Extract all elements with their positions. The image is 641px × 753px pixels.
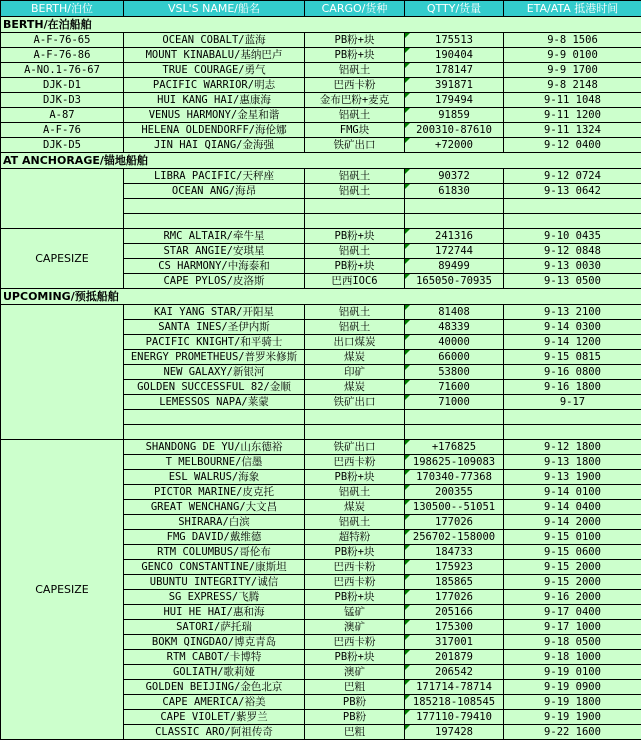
vessel-name-cell: KAI YANG STAR/开阳星 [124, 305, 305, 320]
vessel-name-cell: CS HARMONY/中海泰和 [124, 259, 305, 274]
eta-cell: 9-13 0500 [504, 274, 641, 289]
eta-cell: 9-16 1800 [504, 380, 641, 395]
cargo-cell: 铝矾土 [305, 305, 405, 320]
eta-cell: 9-14 0400 [504, 500, 641, 515]
empty-cell [504, 410, 641, 425]
vessel-name-cell: RMC ALTAIR/牵牛星 [124, 229, 305, 244]
group-cell [1, 169, 124, 229]
header-vessel-name: VSL'S NAME/船名 [124, 1, 305, 17]
berth-cell: DJK-D3 [1, 93, 124, 108]
quantity-cell: 175513 [405, 33, 504, 48]
vessel-name-cell: LIBRA PACIFIC/天秤座 [124, 169, 305, 184]
cargo-cell: 铁矿出口 [305, 138, 405, 153]
empty-cell [405, 214, 504, 229]
vessel-name-cell: RTM COLUMBUS/哥伦布 [124, 545, 305, 560]
quantity-cell: 175923 [405, 560, 504, 575]
cargo-cell: 出口煤炭 [305, 335, 405, 350]
empty-cell [124, 199, 305, 214]
berth-cell: DJK-D5 [1, 138, 124, 153]
quantity-cell: 53800 [405, 365, 504, 380]
cargo-cell: 澳矿 [305, 665, 405, 680]
section-row-anchorage [1, 153, 641, 169]
cargo-cell: 巴粗 [305, 725, 405, 740]
eta-cell: 9-22 1600 [504, 725, 641, 740]
header-berth: BERTH/泊位 [1, 1, 124, 17]
quantity-cell: 190404 [405, 48, 504, 63]
table-row [1, 169, 641, 184]
vessel-name-cell: PICTOR MARINE/皮克托 [124, 485, 305, 500]
eta-cell: 9-13 1800 [504, 455, 641, 470]
cargo-cell: 铝矾土 [305, 169, 405, 184]
quantity-cell: 177026 [405, 590, 504, 605]
quantity-cell: 256702-158000 [405, 530, 504, 545]
vessel-name-cell: ESL WALRUS/海象 [124, 470, 305, 485]
cargo-cell: 巴西IOC6 [305, 274, 405, 289]
empty-cell [124, 214, 305, 229]
table-row [1, 108, 641, 123]
section-row-upcoming [1, 289, 641, 305]
vessel-name-cell: PACIFIC WARRIOR/明志 [124, 78, 305, 93]
quantity-cell: 197428 [405, 725, 504, 740]
cargo-cell: 铁矿出口 [305, 440, 405, 455]
quantity-cell: 177110-79410 [405, 710, 504, 725]
empty-cell [405, 425, 504, 440]
vessel-name-cell: MOUNT KINABALU/基纳巴卢 [124, 48, 305, 63]
berth-cell: A-NO.1-76-67 [1, 63, 124, 78]
eta-cell: 9-15 2000 [504, 575, 641, 590]
eta-cell: 9-15 0600 [504, 545, 641, 560]
empty-cell [405, 410, 504, 425]
capesize-group-cell: CAPESIZE [1, 440, 124, 740]
eta-cell: 9-12 0724 [504, 169, 641, 184]
quantity-cell: +176825 [405, 440, 504, 455]
eta-cell: 9-9 1700 [504, 63, 641, 78]
eta-cell: 9-16 0800 [504, 365, 641, 380]
vessel-name-cell: FMG DAVID/戴维德 [124, 530, 305, 545]
eta-cell: 9-13 0642 [504, 184, 641, 199]
eta-cell: 9-11 1048 [504, 93, 641, 108]
quantity-cell: 71000 [405, 395, 504, 410]
cargo-cell: PB粉 [305, 710, 405, 725]
vessel-name-cell: BOKM QINGDAO/博克青岛 [124, 635, 305, 650]
eta-cell: 9-19 1900 [504, 710, 641, 725]
cargo-cell: PB粉+块 [305, 48, 405, 63]
vessel-name-cell: JIN HAI QIANG/金海强 [124, 138, 305, 153]
berth-cell: A-F-76-65 [1, 33, 124, 48]
quantity-cell: 66000 [405, 350, 504, 365]
vessel-name-cell: HUI HE HAI/惠和海 [124, 605, 305, 620]
quantity-cell: 185218-108545 [405, 695, 504, 710]
quantity-cell: 185865 [405, 575, 504, 590]
header-eta: ETA/ATA 抵港时间 [504, 1, 641, 17]
quantity-cell: 40000 [405, 335, 504, 350]
cargo-cell: 铝矾土 [305, 244, 405, 259]
quantity-cell: 206542 [405, 665, 504, 680]
vessel-name-cell: NEW GALAXY/新银河 [124, 365, 305, 380]
cargo-cell: PB粉+块 [305, 590, 405, 605]
table-row [1, 93, 641, 108]
eta-cell: 9-18 0500 [504, 635, 641, 650]
berth-cell: DJK-D1 [1, 78, 124, 93]
header-quantity: QTTY/货量 [405, 1, 504, 17]
vessel-name-cell: SANTA INES/圣伊内斯 [124, 320, 305, 335]
section-title: BERTH/在泊船舶 [1, 17, 641, 33]
eta-cell: 9-13 2100 [504, 305, 641, 320]
quantity-cell: 177026 [405, 515, 504, 530]
eta-cell: 9-16 2000 [504, 590, 641, 605]
cargo-cell: 铝矾土 [305, 515, 405, 530]
header-row [1, 1, 641, 17]
cargo-cell: PB粉 [305, 695, 405, 710]
eta-cell: 9-14 0100 [504, 485, 641, 500]
cargo-cell: 超特粉 [305, 530, 405, 545]
eta-cell: 9-18 1000 [504, 650, 641, 665]
capesize-group-cell: CAPESIZE [1, 229, 124, 289]
vessel-name-cell: SHANDONG DE YU/山东德裕 [124, 440, 305, 455]
vessel-name-cell: T MELBOURNE/信墨 [124, 455, 305, 470]
eta-cell: 9-12 0400 [504, 138, 641, 153]
vessel-name-cell: RTM CABOT/卡博特 [124, 650, 305, 665]
cargo-cell: PB粉+块 [305, 470, 405, 485]
vessel-name-cell: UBUNTU INTEGRITY/诚信 [124, 575, 305, 590]
berth-cell: A-F-76-86 [1, 48, 124, 63]
eta-cell: 9-19 0900 [504, 680, 641, 695]
cargo-cell: 巴粗 [305, 680, 405, 695]
quantity-cell: 91859 [405, 108, 504, 123]
vessel-name-cell: GOLDEN BEIJING/金色北京 [124, 680, 305, 695]
cargo-cell: 巴西卡粉 [305, 635, 405, 650]
quantity-cell: 90372 [405, 169, 504, 184]
eta-cell: 9-15 0815 [504, 350, 641, 365]
vessel-name-cell: TRUE COURAGE/勇气 [124, 63, 305, 78]
cargo-cell: FMG块 [305, 123, 405, 138]
cargo-cell: PB粉+块 [305, 545, 405, 560]
cargo-cell: 煤炭 [305, 350, 405, 365]
vessel-name-cell: SHIRARA/白滨 [124, 515, 305, 530]
quantity-cell: 61830 [405, 184, 504, 199]
vessel-name-cell: GOLDEN SUCCESSFUL 82/金顺 [124, 380, 305, 395]
table-row [1, 305, 641, 320]
quantity-cell: 175300 [405, 620, 504, 635]
quantity-cell: 317001 [405, 635, 504, 650]
eta-cell: 9-9 0100 [504, 48, 641, 63]
empty-cell [405, 199, 504, 214]
quantity-cell: 178147 [405, 63, 504, 78]
vessel-name-cell: STAR ANGIE/安琪星 [124, 244, 305, 259]
cargo-cell: 澳矿 [305, 620, 405, 635]
cargo-cell: PB粉+块 [305, 229, 405, 244]
table-row [1, 33, 641, 48]
vessel-name-cell: OCEAN COBALT/蓝海 [124, 33, 305, 48]
eta-cell: 9-15 2000 [504, 560, 641, 575]
quantity-cell: 205166 [405, 605, 504, 620]
quantity-cell: 130500--51051 [405, 500, 504, 515]
quantity-cell: 200355 [405, 485, 504, 500]
table-row [1, 78, 641, 93]
quantity-cell: 170340-77368 [405, 470, 504, 485]
vessel-name-cell: HELENA OLDENDORFF/海伦娜 [124, 123, 305, 138]
empty-cell [305, 214, 405, 229]
empty-cell [504, 425, 641, 440]
empty-cell [305, 199, 405, 214]
vessel-name-cell: VENUS HARMONY/金星和谐 [124, 108, 305, 123]
eta-cell: 9-19 1800 [504, 695, 641, 710]
eta-cell: 9-8 2148 [504, 78, 641, 93]
vessel-name-cell: CLASSIC ARO/阿祖传奇 [124, 725, 305, 740]
eta-cell: 9-19 0100 [504, 665, 641, 680]
empty-cell [504, 214, 641, 229]
table-row [1, 138, 641, 153]
cargo-cell: 锰矿 [305, 605, 405, 620]
empty-cell [305, 425, 405, 440]
table-row [1, 229, 641, 244]
cargo-cell: 巴西卡粉 [305, 560, 405, 575]
vessel-name-cell: OCEAN ANG/海昂 [124, 184, 305, 199]
quantity-cell: 184733 [405, 545, 504, 560]
table-row [1, 440, 641, 455]
quantity-cell: 71600 [405, 380, 504, 395]
eta-cell: 9-8 1506 [504, 33, 641, 48]
eta-cell: 9-17 0400 [504, 605, 641, 620]
eta-cell: 9-14 1200 [504, 335, 641, 350]
table-row [1, 48, 641, 63]
cargo-cell: 煤炭 [305, 380, 405, 395]
cargo-cell: 印矿 [305, 365, 405, 380]
quantity-cell: 81408 [405, 305, 504, 320]
cargo-cell: 铁矿出口 [305, 395, 405, 410]
cargo-cell: 金布巴粉+麦克 [305, 93, 405, 108]
quantity-cell: 200310-87610 [405, 123, 504, 138]
quantity-cell: 391871 [405, 78, 504, 93]
cargo-cell: PB粉+块 [305, 259, 405, 274]
eta-cell: 9-13 0030 [504, 259, 641, 274]
cargo-cell: 巴西卡粉 [305, 78, 405, 93]
eta-cell: 9-14 0300 [504, 320, 641, 335]
eta-cell: 9-14 2000 [504, 515, 641, 530]
quantity-cell: 171714-78714 [405, 680, 504, 695]
eta-cell: 9-17 1000 [504, 620, 641, 635]
section-row-berth [1, 17, 641, 33]
cargo-cell: 铝矾土 [305, 184, 405, 199]
section-title: AT ANCHORAGE/锚地船舶 [1, 153, 641, 169]
empty-cell [305, 410, 405, 425]
cargo-cell: PB粉+块 [305, 650, 405, 665]
quantity-cell: 241316 [405, 229, 504, 244]
cargo-cell: 铝矾土 [305, 320, 405, 335]
vessel-name-cell: PACIFIC KNIGHT/和平骑士 [124, 335, 305, 350]
vessel-name-cell: ENERGY PROMETHEUS/普罗米修斯 [124, 350, 305, 365]
quantity-cell: 179494 [405, 93, 504, 108]
vessel-name-cell: SATORI/萨托瑞 [124, 620, 305, 635]
vessel-name-cell: SG EXPRESS/飞腾 [124, 590, 305, 605]
vessel-name-cell: LEMESSOS NAPA/莱蒙 [124, 395, 305, 410]
empty-cell [124, 425, 305, 440]
table-row [1, 123, 641, 138]
quantity-cell: 165050-70935 [405, 274, 504, 289]
vessel-name-cell: CAPE VIOLET/紫罗兰 [124, 710, 305, 725]
eta-cell: 9-15 0100 [504, 530, 641, 545]
quantity-cell: 198625-109083 [405, 455, 504, 470]
eta-cell: 9-17 [504, 395, 641, 410]
quantity-cell: 172744 [405, 244, 504, 259]
cargo-cell: 铝矾土 [305, 108, 405, 123]
cargo-cell: 巴西卡粉 [305, 455, 405, 470]
vessel-name-cell: CAPE AMERICA/裕美 [124, 695, 305, 710]
eta-cell: 9-11 1200 [504, 108, 641, 123]
eta-cell: 9-13 1900 [504, 470, 641, 485]
group-cell [1, 305, 124, 440]
vessel-name-cell: GOLIATH/歌莉娅 [124, 665, 305, 680]
cargo-cell: 铝矾土 [305, 63, 405, 78]
vessel-name-cell: CAPE PYLOS/皮洛斯 [124, 274, 305, 289]
table-row [1, 63, 641, 78]
quantity-cell: 201879 [405, 650, 504, 665]
eta-cell: 9-12 1800 [504, 440, 641, 455]
vessel-name-cell: GREAT WENCHANG/大文昌 [124, 500, 305, 515]
quantity-cell: +72000 [405, 138, 504, 153]
cargo-cell: 巴西卡粉 [305, 575, 405, 590]
empty-cell [124, 410, 305, 425]
eta-cell: 9-11 1324 [504, 123, 641, 138]
header-cargo: CARGO/货种 [305, 1, 405, 17]
cargo-cell: PB粉+块 [305, 33, 405, 48]
berth-cell: A-F-76 [1, 123, 124, 138]
cargo-cell: 煤炭 [305, 500, 405, 515]
vessel-name-cell: HUI KANG HAI/惠康海 [124, 93, 305, 108]
cargo-cell: 铝矾土 [305, 485, 405, 500]
quantity-cell: 89499 [405, 259, 504, 274]
quantity-cell: 48339 [405, 320, 504, 335]
berth-cell: A-87 [1, 108, 124, 123]
eta-cell: 9-12 0848 [504, 244, 641, 259]
section-title: UPCOMING/预抵船舶 [1, 289, 641, 305]
vessel-name-cell: GENCO CONSTANTINE/康斯坦 [124, 560, 305, 575]
empty-cell [504, 199, 641, 214]
eta-cell: 9-10 0435 [504, 229, 641, 244]
